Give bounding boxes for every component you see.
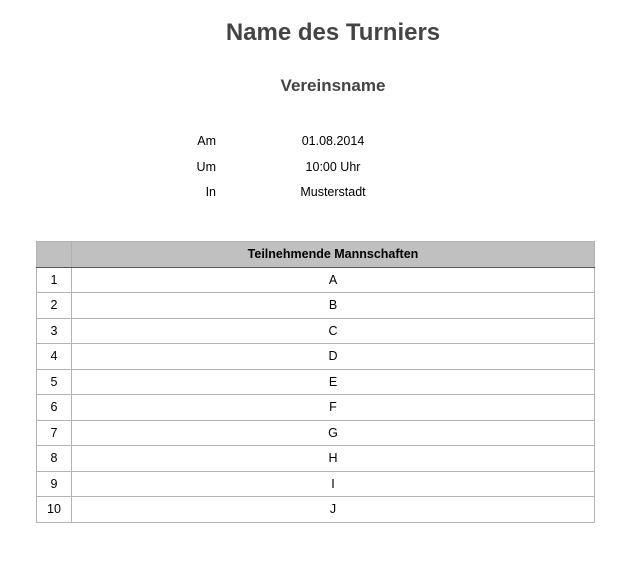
- row-number: 1: [37, 267, 72, 293]
- team-name: E: [72, 369, 595, 395]
- teams-column-header: Teilnehmende Mannschaften: [72, 242, 595, 268]
- team-name: I: [72, 471, 595, 497]
- row-number: 10: [37, 497, 72, 523]
- row-number: 6: [37, 395, 72, 421]
- team-name: B: [72, 293, 595, 319]
- team-name: F: [72, 395, 595, 421]
- date-label: Am: [197, 134, 216, 148]
- row-number: 2: [37, 293, 72, 319]
- table-row: [37, 267, 595, 293]
- team-name: J: [72, 497, 595, 523]
- time-label: Um: [196, 159, 216, 174]
- location-label: In: [205, 185, 216, 199]
- event-details: [0, 132, 630, 209]
- table-row: [37, 293, 595, 319]
- table-row: [37, 369, 595, 395]
- date-value: 01.08.2014: [301, 134, 365, 148]
- row-number: 4: [37, 344, 72, 370]
- row-number: 8: [37, 446, 72, 472]
- teams-table: [36, 241, 595, 523]
- detail-row-date: [0, 132, 630, 158]
- row-number: 7: [37, 420, 72, 446]
- team-name: C: [72, 318, 595, 344]
- table-row: [37, 446, 595, 472]
- row-number: 3: [37, 318, 72, 344]
- team-name: D: [72, 344, 595, 370]
- row-number: 5: [37, 369, 72, 395]
- table-row: [37, 420, 595, 446]
- table-row: [37, 395, 595, 421]
- table-row: [37, 497, 595, 523]
- number-column-header: [37, 242, 72, 268]
- table-row: [37, 471, 595, 497]
- table-header-row: [37, 242, 595, 268]
- tournament-title: Name des Turniers: [225, 19, 441, 46]
- time-value: 10:00 Uhr: [305, 159, 361, 174]
- club-name: Vereinsname: [280, 76, 386, 95]
- table-row: [37, 344, 595, 370]
- table-row: [37, 318, 595, 344]
- detail-row-time: [0, 158, 630, 184]
- team-name: H: [72, 446, 595, 472]
- detail-row-location: [0, 183, 630, 209]
- team-name: A: [72, 267, 595, 293]
- team-name: G: [72, 420, 595, 446]
- location-value: Musterstadt: [300, 185, 366, 199]
- row-number: 9: [37, 471, 72, 497]
